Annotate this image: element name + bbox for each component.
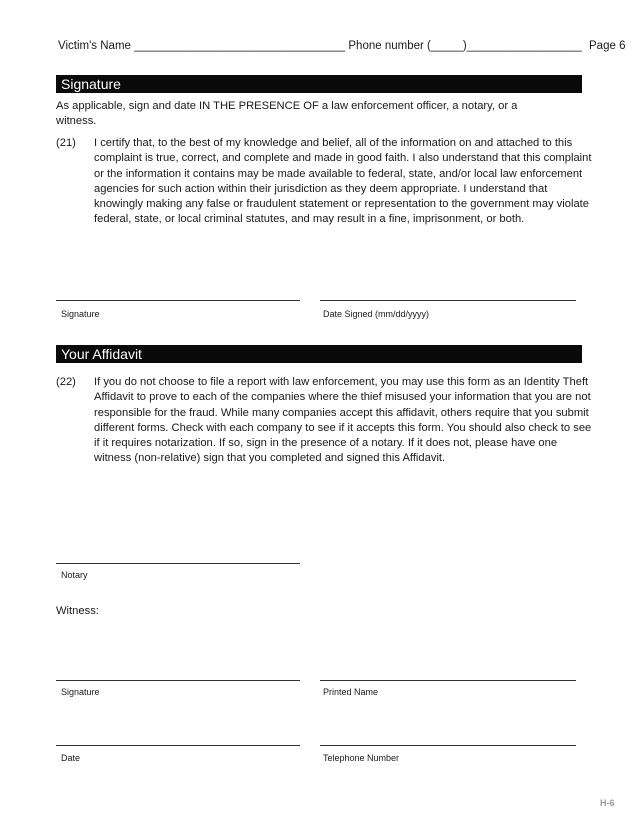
date-signed-caption: Date Signed (mm/dd/yyyy) xyxy=(323,309,430,319)
notary-line[interactable] xyxy=(56,563,300,564)
phone-number-field: __________________ xyxy=(466,40,582,52)
witness-signature-line[interactable] xyxy=(56,680,300,681)
affidavit-statement: If you do not choose to file a report with law enforcement, you may use this form as an Identity Theft Affidavit to prove to each of the companies where the thief misused your information that you are not responsible for the fraud. While many companies accept this affidavit, others require that you submit different forms. Check with each company to see if it accepts this form. You should also check to see if it requires notarization. If so, sign in the presence of a notary. If it does not, please have one witness (non-relative) sign that you completed and signed this Affidavit. xyxy=(94,376,592,465)
notary-caption: Notary xyxy=(61,570,88,580)
witness-printed-name-caption: Printed Name xyxy=(323,687,379,697)
witness-telephone-caption: Telephone Number xyxy=(323,753,400,763)
phone-label: Phone number ( xyxy=(348,40,431,52)
witness-date-line[interactable] xyxy=(56,745,300,746)
item-number-22: (22) xyxy=(56,376,76,388)
phone-area-field: _____ xyxy=(430,40,463,52)
witness-signature-caption: Signature xyxy=(61,687,100,697)
page-number: Page 6 xyxy=(589,40,626,52)
witness-label: Witness: xyxy=(56,605,99,617)
victim-name-label: Victim's Name xyxy=(58,40,131,52)
date-signed-line[interactable] xyxy=(320,300,576,301)
witness-printed-name-line[interactable] xyxy=(320,680,576,681)
item-number-21: (21) xyxy=(56,137,76,149)
signature-caption: Signature xyxy=(61,309,100,319)
affidavit-section-header xyxy=(56,345,582,363)
witness-telephone-line[interactable] xyxy=(320,745,576,746)
page-code: H-6 xyxy=(600,798,615,808)
signature-intro: As applicable, sign and date IN THE PRESENCE OF a law enforcement officer, a notary, or a witness. xyxy=(56,100,518,127)
witness-date-caption: Date xyxy=(61,753,81,763)
certification-statement: I certify that, to the best of my knowledge and belief, all of the information on and attached to this complaint is true, correct, and complete and made in good faith. I also understand that this complaint or the information it contains may be made available to federal, state, and/or local law enforcement agencies for such action within their jurisdiction as they deem appropriate. I understand that knowingly making any false or fraudulent statement or representation to the government may violate federal, state, or local criminal statutes, and may result in a fine, imprisonment, or both. xyxy=(94,137,592,226)
page-header xyxy=(58,40,625,52)
signature-line[interactable] xyxy=(56,300,300,301)
affidavit-section-title: Your Affidavit xyxy=(61,346,142,362)
victim-name-field: _________________________________ xyxy=(134,40,346,52)
phone-close: ) xyxy=(462,40,467,52)
signature-section-header xyxy=(56,75,582,93)
signature-section-title: Signature xyxy=(61,76,121,92)
